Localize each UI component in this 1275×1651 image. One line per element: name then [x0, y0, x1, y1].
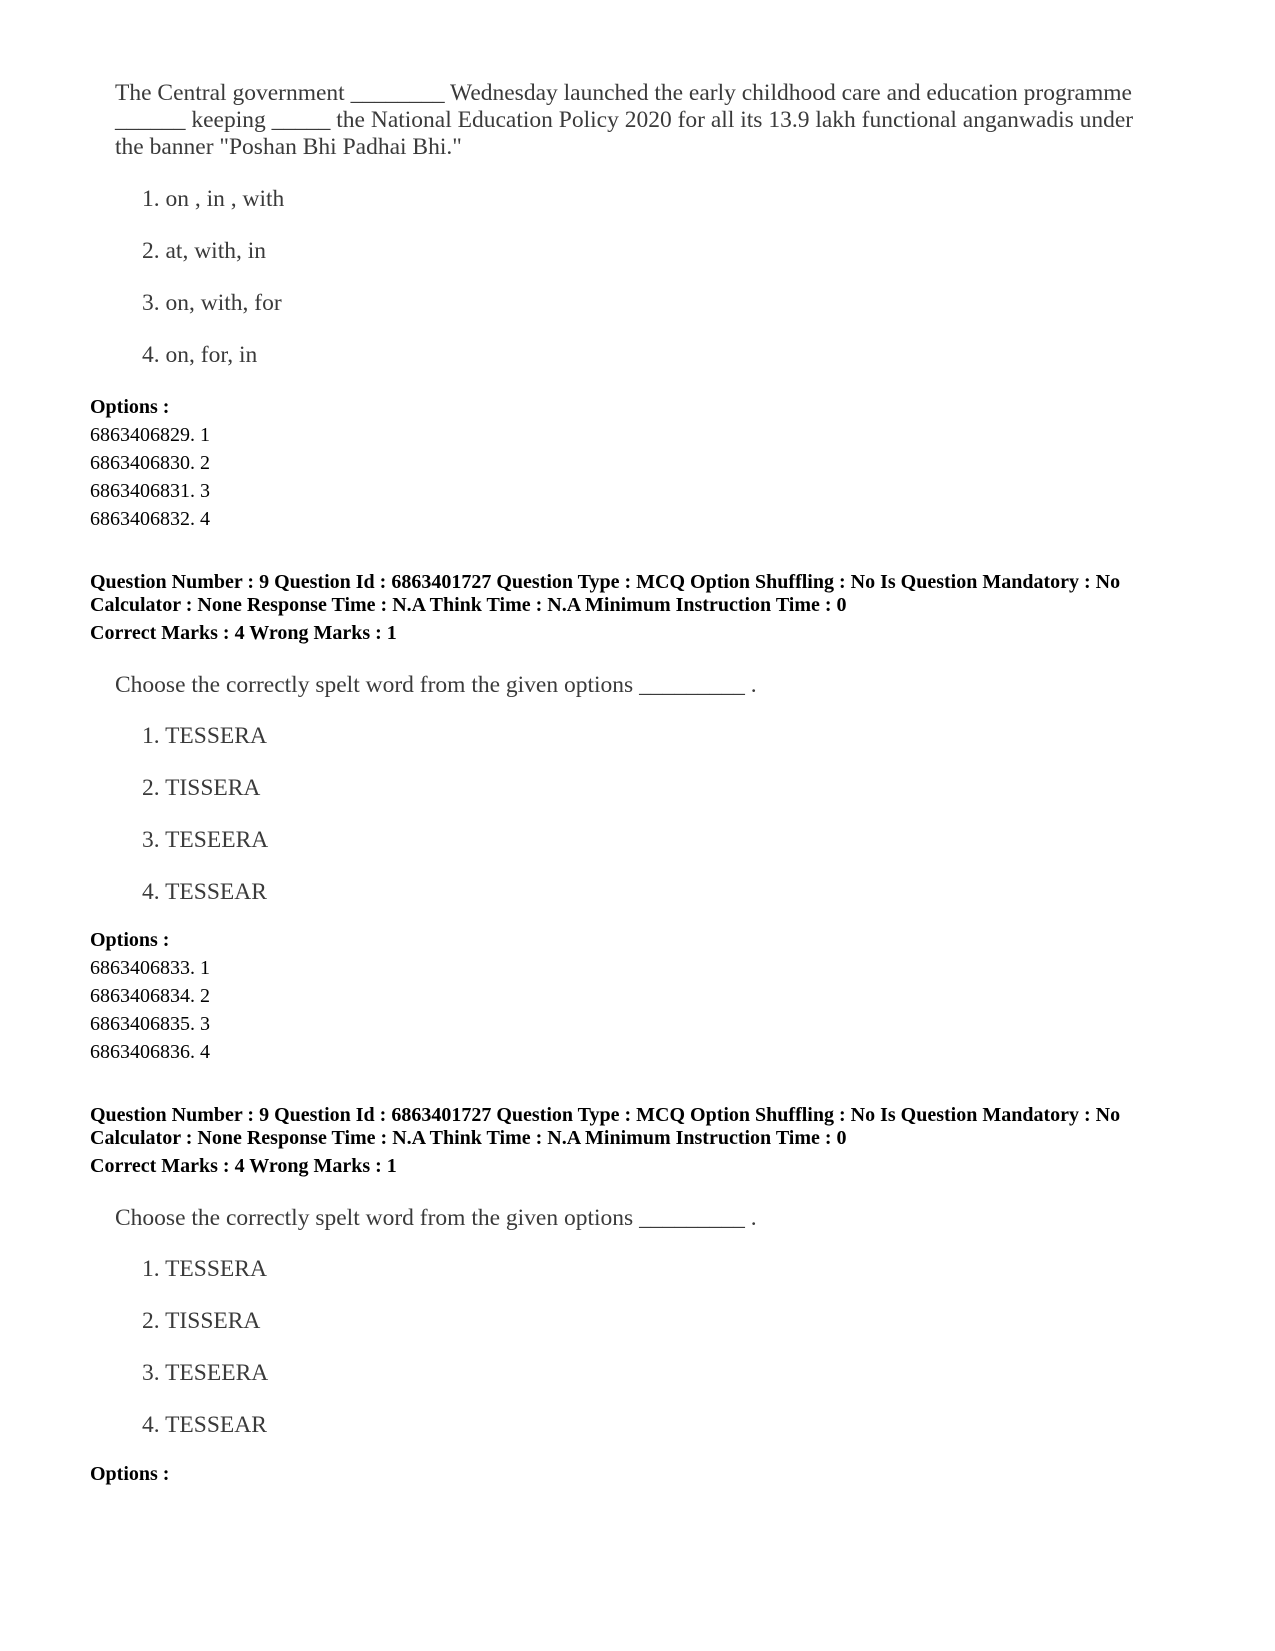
q9b-meta-line-2: Calculator : None Response Time : N.A Think Time : N.A Minimum Instruction Time : 0 [90, 1127, 847, 1149]
q9a-choice-1: 1. TESSERA [142, 723, 267, 749]
q8-stem-line-3: the banner "Poshan Bhi Padhai Bhi." [115, 134, 462, 160]
q9a-meta-line-1: Question Number : 9 Question Id : 6863401727 Question Type : MCQ Option Shuffling : No Is Question Mandatory : No [90, 571, 1121, 593]
q9a-option-2: 6863406834. 2 [90, 985, 210, 1007]
q8-stem-line-2: ______ keeping _____ the National Education Policy 2020 for all its 13.9 lakh functional anganwadis under [115, 107, 1134, 133]
q9a-choice-2: 2. TISSERA [142, 775, 261, 801]
q9b-meta-line-1: Question Number : 9 Question Id : 6863401727 Question Type : MCQ Option Shuffling : No Is Question Mandatory : No [90, 1104, 1121, 1126]
q8-choice-2: 2. at, with, in [142, 238, 267, 264]
q8-option-4: 6863406832. 4 [90, 508, 210, 530]
q9a-options-label: Options : [90, 929, 170, 951]
q9a-option-1: 6863406833. 1 [90, 957, 210, 979]
q9b-stem: Choose the correctly spelt word from the given options _________ . [115, 1205, 757, 1231]
q9b-marks: Correct Marks : 4 Wrong Marks : 1 [90, 1155, 397, 1177]
q8-option-3: 6863406831. 3 [90, 480, 210, 502]
q8-choice-1: 1. on , in , with [142, 186, 285, 212]
q9a-choice-4: 4. TESSEAR [142, 879, 267, 905]
q9b-options-label: Options : [90, 1463, 170, 1485]
q8-option-1: 6863406829. 1 [90, 424, 210, 446]
q8-choice-3: 3. on, with, for [142, 290, 282, 316]
q9a-stem: Choose the correctly spelt word from the given options _________ . [115, 672, 757, 698]
q9a-option-3: 6863406835. 3 [90, 1013, 210, 1035]
q8-stem-line-1: The Central government ________ Wednesday launched the early childhood care and education programme [115, 80, 1132, 106]
q9b-choice-4: 4. TESSEAR [142, 1412, 267, 1438]
q9b-choice-2: 2. TISSERA [142, 1308, 261, 1334]
q9b-choice-3: 3. TESEERA [142, 1360, 269, 1386]
q8-option-2: 6863406830. 2 [90, 452, 210, 474]
q9a-marks: Correct Marks : 4 Wrong Marks : 1 [90, 622, 397, 644]
q8-options-label: Options : [90, 396, 170, 418]
q9a-choice-3: 3. TESEERA [142, 827, 269, 853]
q8-choice-4: 4. on, for, in [142, 342, 258, 368]
q9b-choice-1: 1. TESSERA [142, 1256, 267, 1282]
q9a-meta-line-2: Calculator : None Response Time : N.A Think Time : N.A Minimum Instruction Time : 0 [90, 594, 847, 616]
q9a-option-4: 6863406836. 4 [90, 1041, 210, 1063]
